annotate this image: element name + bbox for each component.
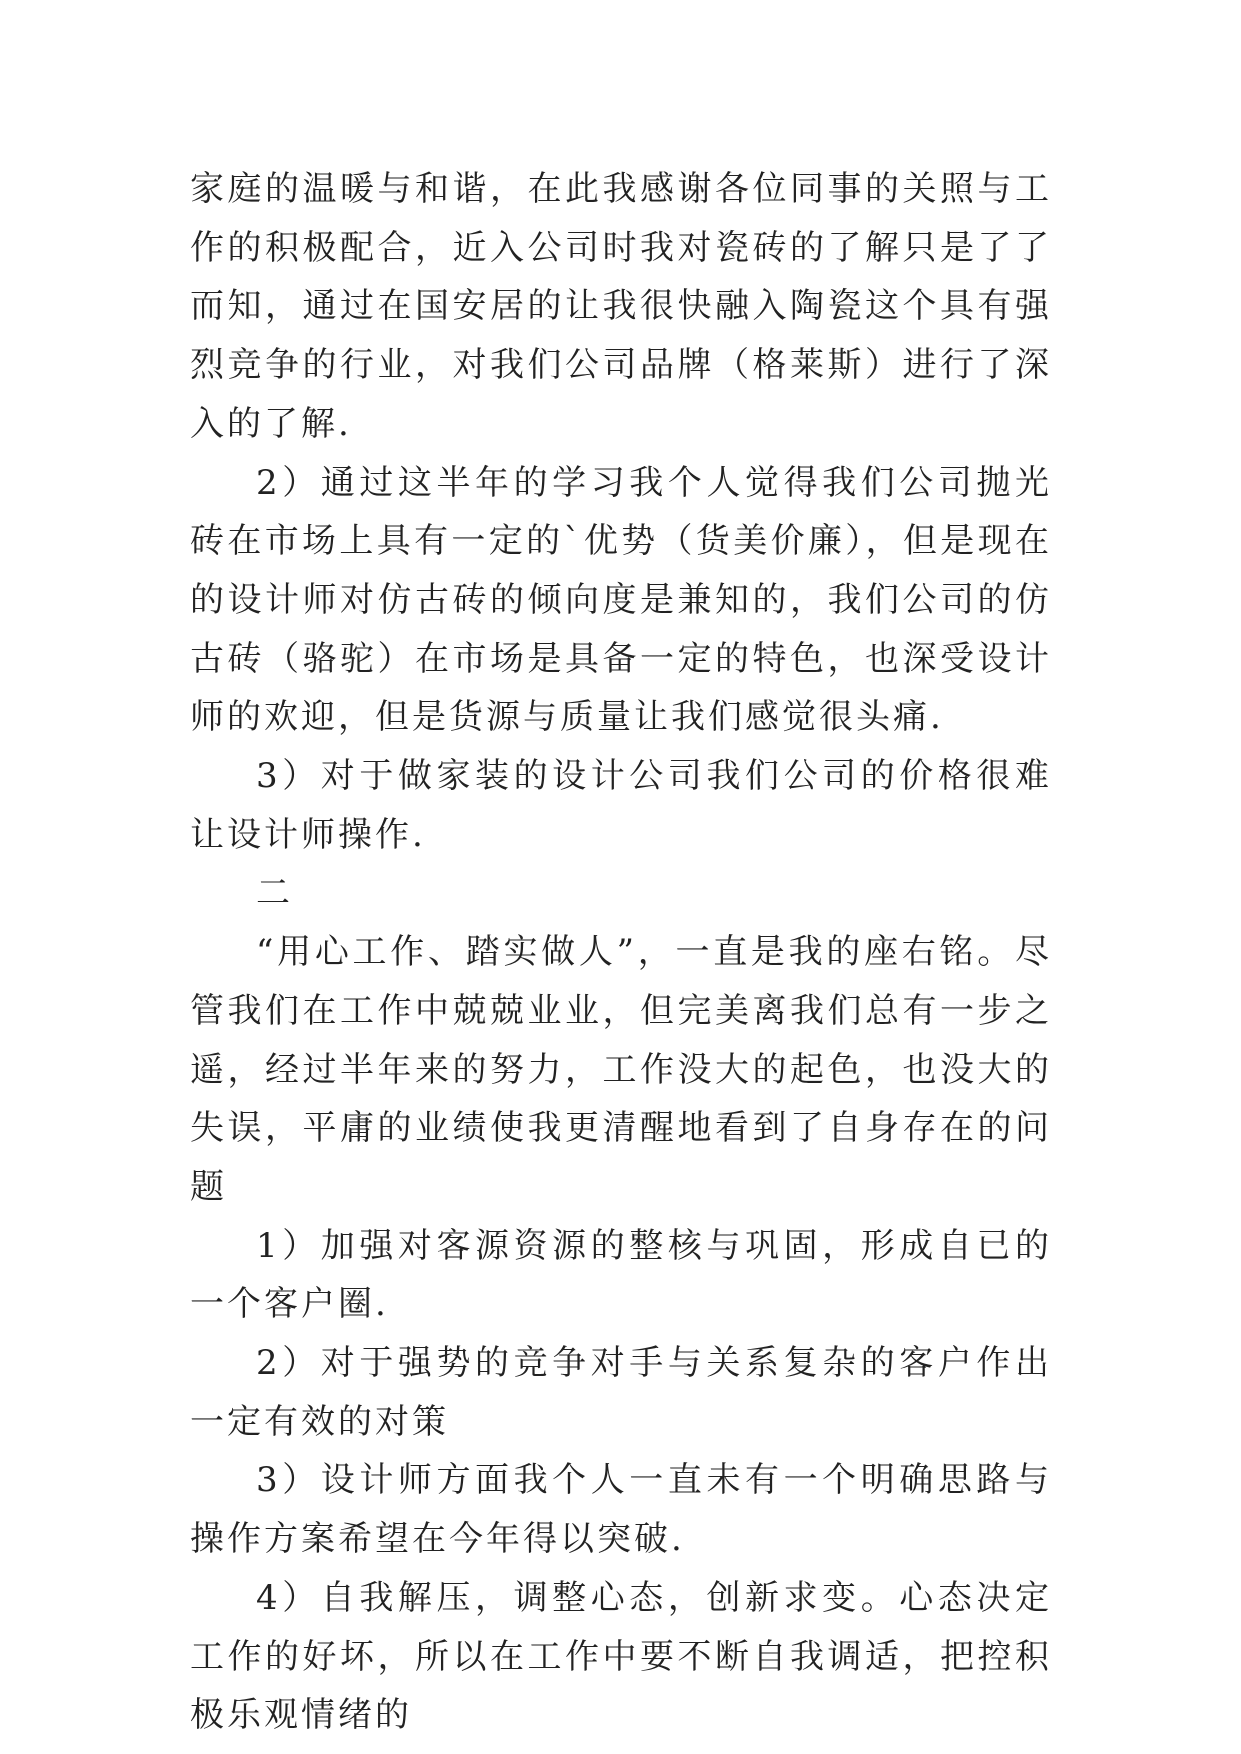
paragraph-item-1: 1）加强对客源资源的整核与巩固，形成自已的一个客户圈.	[190, 1225, 1052, 1325]
section-heading-two: 二	[256, 873, 293, 914]
paragraph-item-3b: 3）设计师方面我个人一直未有一个明确思路与操作方案希望在今年得以突破.	[190, 1460, 1052, 1560]
document-body	[190, 160, 1052, 1745]
paragraph-item-3: 3）对于做家装的设计公司我们公司的价格很难让设计师操作.	[190, 756, 1052, 855]
paragraph-continuation: 家庭的温暖与和谐，在此我感谢各位同事的关照与工作的积极配合，近入公司时我对瓷砖的了解只是了了而知，通过在国安居的让我很快融入陶瓷这个具有强烈竞争的行业，对我们公司品牌（格莱斯）进行了深入的了解.	[190, 169, 1052, 444]
paragraph-motto: “用心工作、踏实做人”，一直是我的座右铭。尽管我们在工作中兢兢业业，但完美离我们总有一步之遥，经过半年来的努力，工作没大的起色，也没大的失误，平庸的业绩使我更清醒地看到了自身存在的问题	[190, 932, 1052, 1207]
paragraph-item-2: 2）通过这半年的学习我个人觉得我们公司抛光砖在市场上具有一定的`优势（货美价廉），但是现在的设计师对仿古砖的倾向度是兼知的，我们公司的仿古砖（骆驼）在市场是具备一定的特色，也深受设计师的欢迎，但是货源与质量让我们感觉很头痛.	[190, 462, 1052, 738]
paragraph-item-4: 4）自我解压，调整心态，创新求变。心态决定工作的好坏，所以在工作中要不断自我调适，把控积极乐观情绪的	[190, 1577, 1052, 1736]
paragraph-item-2b: 2）对于强势的竞争对手与关系复杂的客户作出一定有效的对策	[190, 1343, 1052, 1442]
